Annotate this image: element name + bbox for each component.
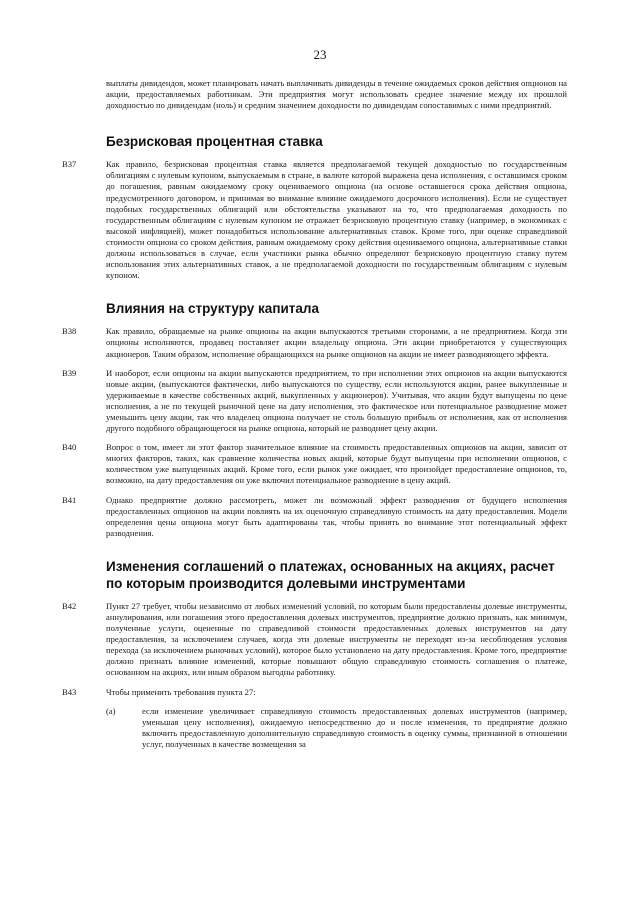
paragraph-b38 xyxy=(62,326,567,359)
paragraph-b41 xyxy=(62,495,567,539)
paragraph-text: Вопрос о том, имеет ли этот фактор значительное влияние на стоимость предоставленных опционов на акции, зависит от многих факторов, таких, как сравнение количества новых акций, которые будут выпущены при исполнении опционов, с количеством уже выпущенных акций. Кроме того, если рынок уже ожидает, что произойдет предоставление опционов, то, возможно, на дату предоставления он уже включил потенциальное разводнение в цену акций. xyxy=(106,442,567,486)
heading-capital-structure: Влияния на структуру капитала xyxy=(106,301,319,317)
paragraph-number: B41 xyxy=(62,494,77,505)
paragraph-text: Как правило, безрисковая процентная ставка является предполагаемой текущей доходностью по государственным облигациям с нулевым купоном, выпускаемым в стране, в валюте которой выражена цена исполнения, с оставшимся сроком до погашения, равным ожидаемому сроку оцениваемого опциона (на основе оставшегося срока действия опциона, предусмотренного договором, и принимая во внимание влияние ожидаемого досрочного исполнения). Если не существует подобных государственных облигаций или обстоятельства указывают на то, что предполагаемая доходность по государственным облигациям с нулевым купоном не отражает безрисковую процентную ставку (например, в экономиках с высокой инфляцией), может понадобиться использование альтернативных ставок. Кроме того, при оценке справедливой стоимости опциона со сроком действия, равным ожидаемому сроку действия оцениваемого опциона, альтернативные ставки должны использоваться в случае, если участники рынка обычно определяют безрисковую процентную ставку путем использования этих альтернативных ставок, а не предполагаемой доходности по государственным облигациям с нулевым купоном. xyxy=(106,159,567,281)
paragraph-text: Как правило, обращаемые на рынке опционы на акции выпускаются третьими сторонами, а не предприятием. Когда эти опционы исполняются, продавец поставляет акции владельцу опциона. Эти акции приобретаются у существующих акционеров. Таким образом, исполнение обращающихся на рынке опционов на акции не имеет разводняющего эффекта. xyxy=(106,326,567,359)
paragraph-number: B40 xyxy=(62,442,77,453)
page-content xyxy=(62,78,567,750)
subparagraph-text: если изменение увеличивает справедливую стоимость предоставленных долевых инструментов (например, уменьшая цену исполнения), ожидаемую непосредственно до и после изменения, то предприятие должно включить предоставленную дополнительную справедливую стоимость в оценку суммы, признанной в отношении услуг, полученных в качестве возмещения за xyxy=(142,705,567,749)
subparagraph-b43-a xyxy=(106,706,567,750)
paragraph-text: Чтобы применить требования пункта 27: xyxy=(106,686,256,697)
paragraph-number: B42 xyxy=(62,600,77,611)
heading-risk-free-rate: Безрисковая процентная ставка xyxy=(106,134,323,150)
paragraph-text: И наоборот, если опционы на акции выпускаются предприятием, то при исполнении этих опционов на акции выпускаются новые акции, (выпускаются фактически, либо выпускаются по существу, если используются акции, ранее выкупленные и удерживаемые в качестве собственных акций, выкупленных у акционеров). Учитывая, что акции будут выпущены по цене исполнения, а не по текущей рыночной цене на дату исполнения, это фактическое или потенциальное разводнение может уменьшить цену акции, так что владелец опциона получает не столь большую прибыль от исполнения, как от исполнения другого подобного обращающегося на рынке опциона, который не разводняет цену акции. xyxy=(106,367,567,434)
paragraph-number: B39 xyxy=(62,367,77,378)
paragraph-text: Пункт 27 требует, чтобы независимо от любых изменений условий, по которым были предоставлены долевые инструменты, аннулирования, или погашения этого предоставления долевых инструментов, предприятие должно признать, как минимум, полученные услуги, оцененные по справедливой стоимости предоставленных долевых инструментов на дату предоставления, за исключением случаев, когда эти долевые инструменты не переходят из-за несоблюдения условия перехода (за исключением рыночных условий), которое было установлено на дату предоставления. Кроме того, предприятие должно признать влияние изменений, которые повышают общую справедливую стоимость соглашения о платеже, основанном на акциях, или иным образом выгодны работнику. xyxy=(106,600,567,678)
paragraph-number: B43 xyxy=(62,686,77,697)
paragraph-number: B38 xyxy=(62,326,77,337)
heading-modifications: Изменения соглашений о платежах, основанных на акциях, расчет по которым производится долевыми инструментами xyxy=(106,558,555,591)
subparagraph-label: (a) xyxy=(106,705,116,716)
intro-paragraph: выплаты дивидендов, может планировать начать выплачивать дивиденды в течение ожидаемых сроков действия опционов на акции, предоставляемых работникам. Эти предприятия могут использовать среднее значение между их прошлой доходностью по дивидендам (ноль) и средним значением доходности по дивидендам сопоставимых с ними предприятий. xyxy=(106,78,567,111)
paragraph-b42 xyxy=(62,601,567,679)
paragraph-b39 xyxy=(62,368,567,435)
paragraph-b37 xyxy=(62,159,567,281)
paragraph-text: Однако предприятие должно рассмотреть, может ли возможный эффект разводнения от будущего исполнения предоставленных опционов на акции повлиять на их оценочную справедливую стоимость на дату предоставления. Модели определения цены опциона могут быть адаптированы так, чтобы принять во внимание этот потенциальный эффект разводнения. xyxy=(106,494,567,538)
paragraph-b40 xyxy=(62,442,567,486)
paragraph-number: B37 xyxy=(62,159,77,170)
page-number: 23 xyxy=(313,47,327,62)
paragraph-b43 xyxy=(62,687,567,698)
